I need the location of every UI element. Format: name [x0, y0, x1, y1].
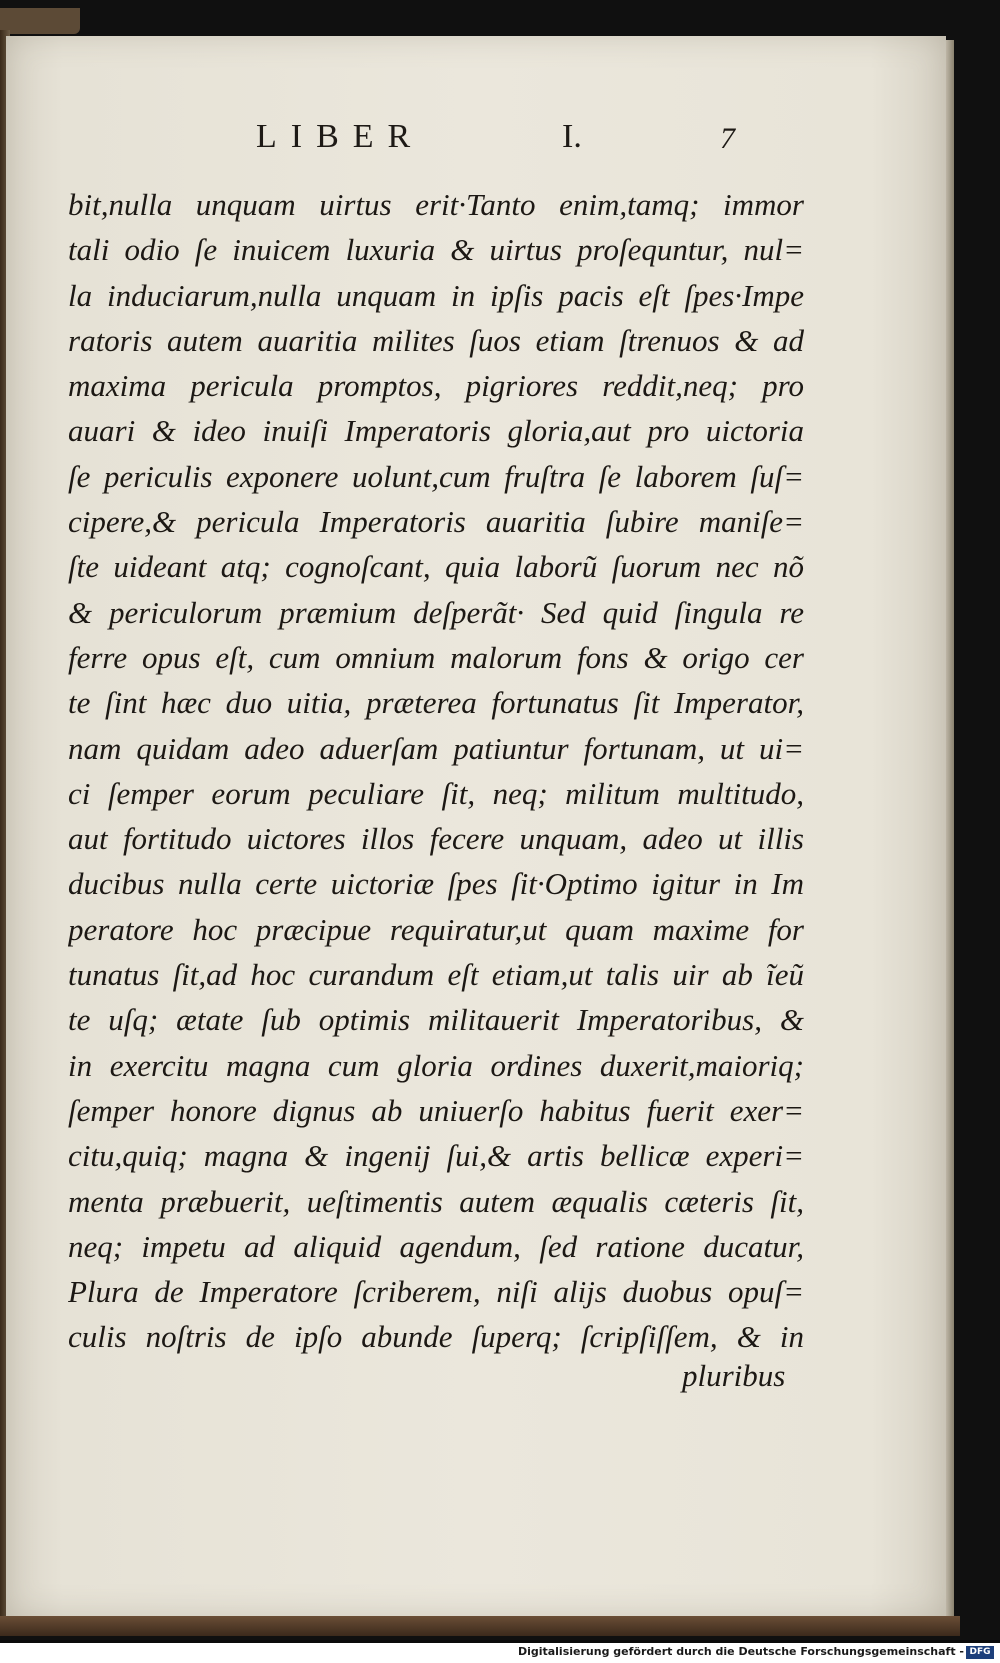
text-line: tali odio ſe inuicem luxuria & uirtus proſequntur, nul=: [68, 232, 804, 268]
running-head-book-number: I.: [562, 118, 582, 155]
running-head-title: LIBER: [256, 118, 425, 155]
running-head: [6, 118, 946, 168]
text-line: ferre opus eſt, cum omnium malorum fons & origo cer: [68, 639, 804, 675]
text-line: auari & ideo inuiſi Imperatoris gloria,aut pro uictoria: [68, 413, 804, 449]
text-line: ſe periculis exponere uolunt,cum fruſtra ſe laborem ſuſ=: [68, 458, 804, 494]
body-text: [68, 182, 804, 1360]
page-number: 7: [720, 122, 735, 155]
book-page: [6, 36, 946, 1616]
text-line: bit,nulla unquam uirtus erit·Tanto enim,tamq; immor: [68, 187, 804, 222]
text-line: ducibus nulla certe uictoriæ ſpes ſit·Optimo igitur in Im: [68, 866, 804, 902]
text-line: ci ſemper eorum peculiare ſit, neq; militum multitudo,: [68, 775, 804, 811]
text-line: in exercitu magna cum gloria ordines duxerit,maioriq;: [68, 1047, 804, 1083]
book-bottom-edge: [0, 1616, 960, 1636]
page-fore-edge: [946, 40, 954, 1616]
dfg-logo-icon: DFG: [966, 1646, 994, 1659]
text-line: citu,quiq; magna & ingenij ſui,& artis bellicæ experi=: [68, 1138, 804, 1174]
text-line: menta præbuerit, ueſtimentis autem æqualis cæteris ſit,: [68, 1183, 804, 1219]
text-line: nam quidam adeo aduerſam patiuntur fortunam, ut ui=: [68, 730, 804, 766]
text-line: tunatus ſit,ad hoc curandum eſt etiam,ut talis uir ab ĩeũ: [68, 957, 804, 993]
text-line: Plura de Imperatore ſcriberem, niſi alijs duobus opuſ=: [68, 1274, 804, 1310]
text-line: cipere,& pericula Imperatoris auaritia ſubire maniſe=: [68, 504, 804, 540]
digitization-footer: [0, 1643, 1000, 1663]
text-line: la induciarum,nulla unquam in ipſis pacis eſt ſpes·Impe: [68, 277, 804, 313]
text-line: te uſq; ætate ſub optimis militauerit Imperatoribus, &: [68, 1002, 804, 1038]
book-corner: [0, 8, 80, 34]
funding-credit: Digitalisierung gefördert durch die Deutsche Forschungsgemeinschaft -: [517, 1645, 964, 1658]
text-line: maxima pericula promptos, pigriores reddit,neq; pro: [68, 368, 804, 404]
text-line: ſte uideant atq; cognoſcant, quia laborũ ſuorum nec nõ: [68, 549, 804, 585]
text-line: neq; impetu ad aliquid agendum, ſed ratione ducatur,: [68, 1228, 804, 1264]
text-line: ſemper honore dignus ab uniuerſo habitus fuerit exer=: [68, 1092, 804, 1128]
text-line: te ſint hæc duo uitia, præterea fortunatus ſit Imperator,: [68, 685, 804, 721]
text-line: ratoris autem auaritia milites ſuos etiam ſtrenuos & ad: [68, 322, 804, 358]
text-line: & periculorum præmium deſperãt· Sed quid ſingula re: [68, 594, 804, 630]
text-line: aut fortitudo uictores illos fecere unquam, adeo ut illis: [68, 821, 804, 857]
text-line: culis noſtris de ipſo abunde ſuperq; ſcripſiſſem, & in: [68, 1319, 804, 1355]
catchword: pluribus: [682, 1358, 786, 1393]
text-line: peratore hoc præcipue requiratur,ut quam maxime for: [68, 911, 804, 947]
